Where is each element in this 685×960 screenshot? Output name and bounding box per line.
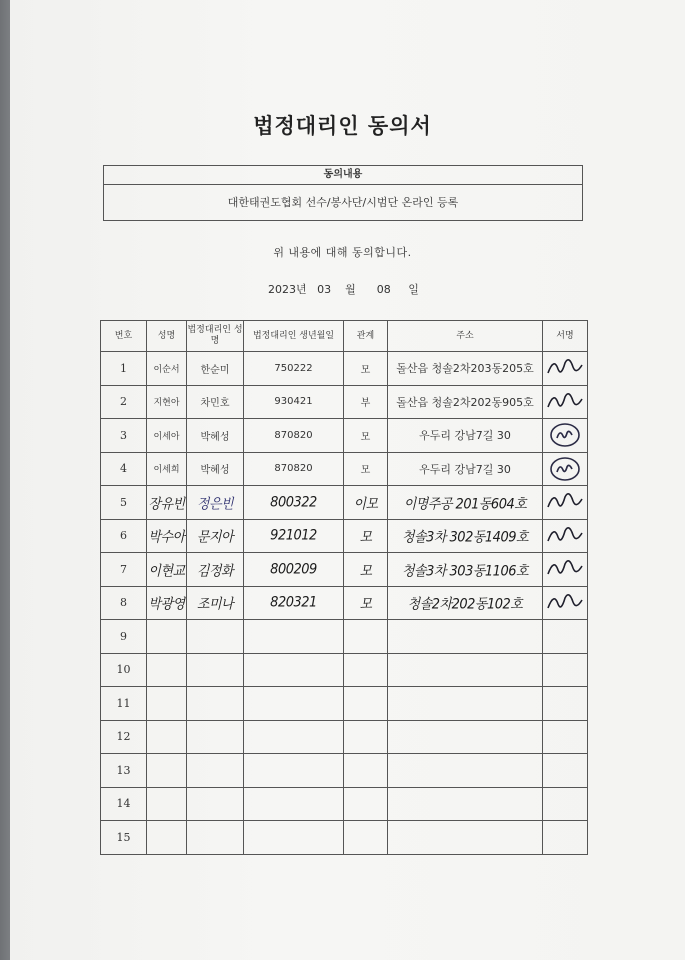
row-number-text: 1	[120, 361, 127, 375]
student-name	[147, 553, 187, 587]
row-number	[101, 687, 147, 721]
date-day-unit: 일	[408, 283, 419, 296]
row-number	[101, 720, 147, 754]
student-name	[147, 687, 187, 721]
address	[388, 586, 543, 620]
address-text: 우두리 강남7길 30	[419, 462, 511, 476]
signature-cell	[543, 586, 588, 620]
guardian-name	[187, 586, 244, 620]
row-number-text: 5	[120, 495, 127, 509]
row-number	[101, 553, 147, 587]
table-row	[101, 385, 588, 419]
row-number	[101, 586, 147, 620]
signature-cell	[543, 821, 588, 855]
row-number	[101, 787, 147, 821]
signature-cell	[543, 653, 588, 687]
guardian-birthdate	[244, 687, 344, 721]
address	[388, 419, 543, 453]
address-text: 청솔3차 303동1106호	[401, 563, 529, 580]
relation	[344, 720, 388, 754]
student-name-text: 박광영	[148, 596, 185, 614]
row-number-text: 6	[120, 529, 127, 543]
student-name-text: 이순서	[153, 364, 180, 375]
consent-text: 대한태권도협회 선수/봉사단/시범단 온라인 등록	[227, 196, 459, 209]
guardian-name-text: 김정화	[196, 563, 234, 580]
guardian-name	[187, 419, 244, 453]
header-guardian-name: 법정대리인 성명	[187, 321, 244, 352]
guardian-name	[187, 687, 244, 721]
guardian-birthdate	[244, 754, 344, 788]
relation-text: 부	[360, 398, 371, 410]
guardian-birthdate-text: 921012	[270, 527, 317, 544]
guardian-birthdate-text: 820321	[270, 594, 317, 611]
table-body	[101, 352, 588, 855]
address-text: 돌산읍 청솔2차202동905호	[396, 395, 534, 409]
guardian-name-text: 조미나	[196, 596, 234, 614]
address	[388, 821, 543, 855]
guardian-name	[187, 553, 244, 587]
signature-cell	[543, 620, 588, 654]
row-number	[101, 486, 147, 520]
guardian-birthdate	[244, 385, 344, 419]
guardian-name	[187, 620, 244, 654]
signature-cell	[543, 553, 588, 587]
address	[388, 754, 543, 788]
row-number	[101, 821, 147, 855]
guardian-table	[100, 320, 588, 855]
student-name-text: 지현아	[153, 398, 180, 409]
student-name	[147, 519, 187, 553]
table-header-row	[101, 321, 588, 352]
relation	[344, 620, 388, 654]
date-year: 2023년	[268, 283, 307, 296]
guardian-birthdate-text: 800322	[270, 494, 317, 511]
guardian-birthdate-text: 750222	[274, 362, 313, 374]
relation-text: 모	[360, 431, 371, 443]
row-number-text: 4	[120, 462, 127, 476]
guardian-name	[187, 754, 244, 788]
row-number-text: 2	[120, 395, 127, 409]
guardian-birthdate	[244, 821, 344, 855]
signature-cell	[543, 519, 588, 553]
address	[388, 687, 543, 721]
row-number-text: 9	[120, 629, 127, 643]
signature-cell	[543, 486, 588, 520]
guardian-birthdate-text: 870820	[274, 429, 313, 441]
guardian-name-text: 정은빈	[196, 496, 234, 513]
row-number-text: 11	[116, 696, 131, 710]
row-number	[101, 385, 147, 419]
header-name: 성명	[147, 321, 187, 352]
table-row	[101, 486, 588, 520]
header-address: 주소	[388, 321, 543, 352]
guardian-name	[187, 720, 244, 754]
signature-cell	[543, 452, 588, 486]
date-line	[268, 281, 419, 297]
address-text: 이명주공 201동604호	[403, 496, 527, 513]
row-number-text: 12	[116, 730, 131, 744]
relation	[344, 385, 388, 419]
address	[388, 352, 543, 386]
student-name	[147, 452, 187, 486]
student-name-text: 이세아	[153, 431, 180, 442]
row-number-text: 3	[120, 428, 127, 442]
student-name	[147, 787, 187, 821]
guardian-name	[187, 452, 244, 486]
signature-cell	[543, 787, 588, 821]
address	[388, 486, 543, 520]
page-edge-shadow	[0, 0, 10, 960]
signature-cell	[543, 419, 588, 453]
guardian-name	[187, 653, 244, 687]
student-name	[147, 720, 187, 754]
consent-content-box	[103, 165, 583, 221]
relation-text: 모	[360, 364, 371, 376]
date-month-unit: 월	[345, 283, 356, 296]
signature-cell	[543, 754, 588, 788]
guardian-name	[187, 486, 244, 520]
row-number-text: 7	[120, 562, 127, 576]
guardian-name	[187, 385, 244, 419]
relation	[344, 519, 388, 553]
header-relation: 관계	[344, 321, 388, 352]
guardian-birthdate	[244, 553, 344, 587]
row-number-text: 15	[116, 830, 131, 844]
guardian-birthdate	[244, 720, 344, 754]
address-text: 우두리 강남7길 30	[419, 429, 511, 443]
address-text: 청솔3차 302동1409호	[401, 529, 529, 547]
student-name-text: 이세희	[153, 465, 180, 476]
guardian-name	[187, 519, 244, 553]
address	[388, 620, 543, 654]
student-name-text: 박수아	[148, 529, 185, 547]
row-number-text: 14	[116, 797, 131, 811]
relation-text: 모	[359, 563, 372, 580]
row-number-text: 13	[116, 763, 131, 777]
relation-text: 모	[360, 465, 371, 477]
student-name	[147, 419, 187, 453]
row-number	[101, 419, 147, 453]
address	[388, 452, 543, 486]
address	[388, 519, 543, 553]
guardian-birthdate	[244, 419, 344, 453]
relation	[344, 586, 388, 620]
relation	[344, 821, 388, 855]
guardian-birthdate	[244, 620, 344, 654]
signature-cell	[543, 385, 588, 419]
agreement-statement: 위 내용에 대해 동의합니다.	[273, 246, 412, 259]
table-row	[101, 754, 588, 788]
signature-cell	[543, 687, 588, 721]
relation	[344, 452, 388, 486]
address-text: 돌산읍 청솔2차203동205호	[396, 362, 534, 376]
guardian-name	[187, 821, 244, 855]
row-number	[101, 620, 147, 654]
relation-text: 모	[359, 529, 372, 547]
table-row	[101, 720, 588, 754]
row-number	[101, 519, 147, 553]
guardian-name-text: 한순미	[200, 364, 230, 376]
relation	[344, 553, 388, 587]
address	[388, 720, 543, 754]
student-name-text: 장유빈	[148, 496, 185, 513]
row-number	[101, 352, 147, 386]
guardian-birthdate	[244, 352, 344, 386]
date-month: 03	[317, 283, 332, 296]
row-number	[101, 452, 147, 486]
student-name	[147, 586, 187, 620]
signature-cell	[543, 352, 588, 386]
student-name	[147, 486, 187, 520]
guardian-birthdate	[244, 653, 344, 687]
row-number	[101, 754, 147, 788]
student-name	[147, 821, 187, 855]
guardian-name	[187, 787, 244, 821]
guardian-birthdate	[244, 586, 344, 620]
guardian-name-text: 차민호	[200, 398, 230, 410]
guardian-name-text: 문지아	[196, 529, 234, 547]
student-name	[147, 653, 187, 687]
guardian-name-text: 박혜성	[200, 431, 230, 443]
header-number: 번호	[101, 321, 147, 352]
table-row	[101, 352, 588, 386]
relation	[344, 754, 388, 788]
relation	[344, 653, 388, 687]
table-row	[101, 620, 588, 654]
guardian-name-text: 박혜성	[200, 465, 230, 477]
address	[388, 653, 543, 687]
table-row	[101, 553, 588, 587]
table-row	[101, 586, 588, 620]
document-title: 법정대리인 동의서	[253, 114, 432, 138]
relation	[344, 486, 388, 520]
relation	[344, 419, 388, 453]
student-name	[147, 352, 187, 386]
date-day: 08	[376, 283, 391, 296]
address	[388, 385, 543, 419]
relation	[344, 687, 388, 721]
guardian-birthdate	[244, 486, 344, 520]
guardian-birthdate	[244, 787, 344, 821]
address	[388, 787, 543, 821]
signature-cell	[543, 720, 588, 754]
guardian-name	[187, 352, 244, 386]
table-row	[101, 653, 588, 687]
guardian-birthdate	[244, 452, 344, 486]
table-row	[101, 519, 588, 553]
table-row	[101, 452, 588, 486]
table-row	[101, 821, 588, 855]
consent-header: 동의내용	[104, 166, 582, 185]
student-name	[147, 385, 187, 419]
relation	[344, 352, 388, 386]
relation	[344, 787, 388, 821]
student-name	[147, 754, 187, 788]
guardian-birthdate-text: 870820	[274, 463, 313, 475]
address	[388, 553, 543, 587]
table-row	[101, 687, 588, 721]
row-number-text: 10	[116, 663, 131, 677]
relation-text: 이모	[353, 496, 378, 513]
table-row	[101, 419, 588, 453]
relation-text: 모	[359, 596, 372, 614]
student-name-text: 이현교	[148, 563, 185, 580]
row-number	[101, 653, 147, 687]
address-text: 청솔2차202동102호	[407, 596, 523, 614]
student-name	[147, 620, 187, 654]
guardian-birthdate-text: 800209	[270, 561, 317, 578]
row-number-text: 8	[120, 596, 127, 610]
header-guardian-birth: 법정대리인 생년월일	[244, 321, 344, 352]
guardian-birthdate	[244, 519, 344, 553]
guardian-birthdate-text: 930421	[274, 396, 313, 408]
table-row	[101, 787, 588, 821]
header-signature: 서명	[543, 321, 588, 352]
